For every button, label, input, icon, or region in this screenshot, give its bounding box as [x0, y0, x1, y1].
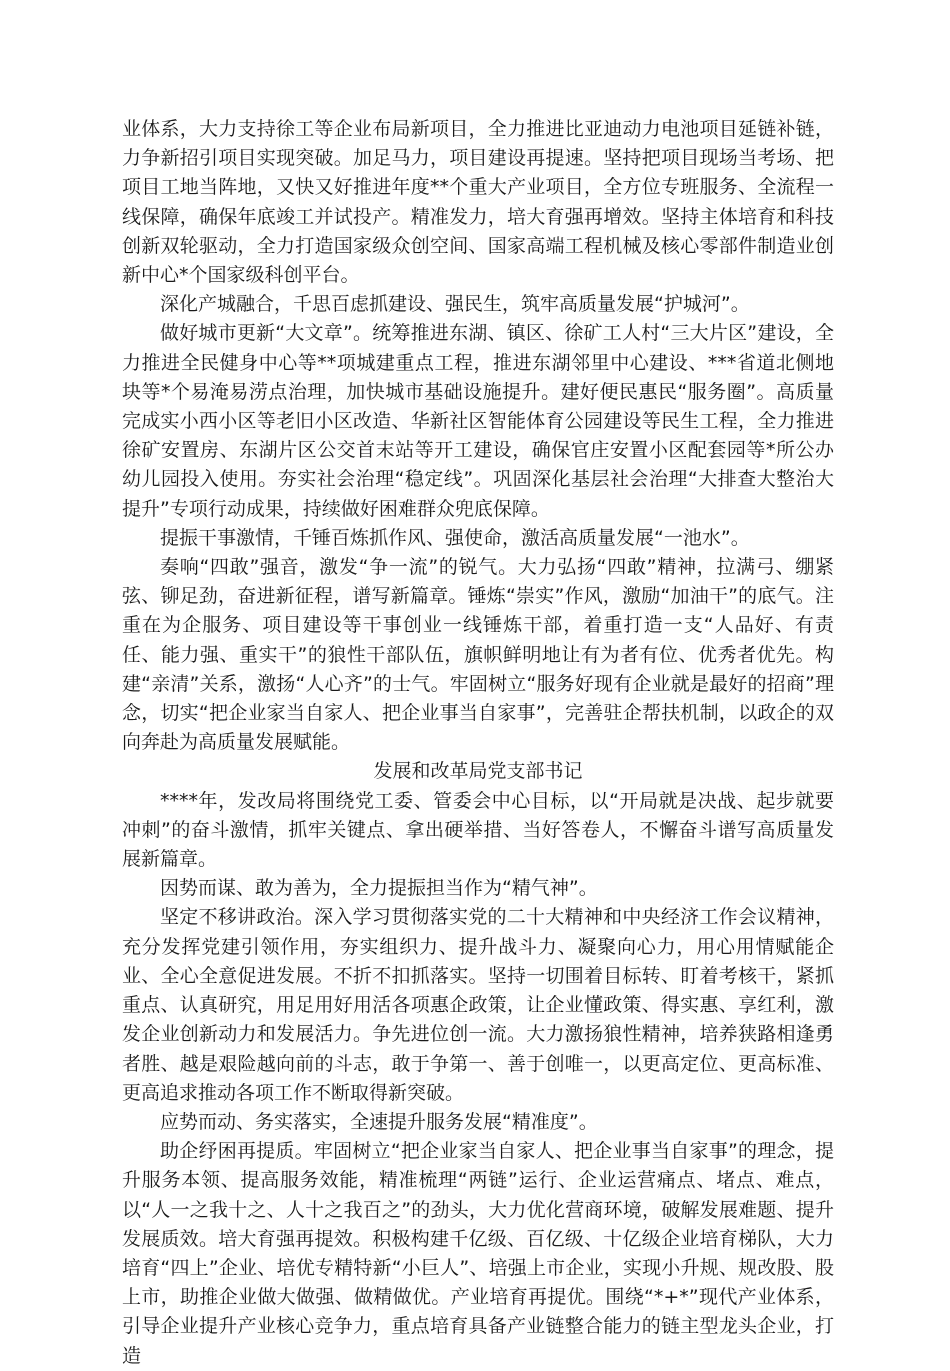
section-heading: 因势而谋、敢为善为，全力提振担当作为“精气神”。 — [160, 877, 598, 900]
body-paragraph: 业体系，大力支持徐工等企业布局新项目，全力推进比亚迪动力电池项目延链补链，力争新招引项目实现突破。加足马力，项目建设再提速。坚持把项目现场当考场、把项目工地当阵地，又快又好推进年度**个重大产业项目，全方位专班服务、全流程一线保障，确保年底竣工并试投产。精准发力，培大育强再增效。坚持主体培育和科技创新双轮驱动，全力打造国家级众创空间、国家高端工程机械及核心零部件制造业创新中心*个国家级科创平台。 — [122, 118, 834, 287]
section-heading: 深化产城融合，千思百虑抓建设、强民生，筑牢高质量发展“护城河”。 — [160, 293, 750, 316]
body-paragraph: 奏响“四敢”强音，激发“争一流”的锐气。大力弘扬“四敢”精神，拉满弓、绷紧弦、铆足劲，奋进新征程，谱写新篇章。锤炼“崇实”作风，激励“加油干”的底气。注重在为企服务、项目建设等干事创业一线锤炼干部，着重打造一支“人品好、有责任、能力强、重实干”的狼性干部队伍，旗帜鲜明地让有为者有位、优秀者优先。构建“亲清”关系，激扬“人心齐”的士气。牢固树立“服务好现有企业就是最好的招商”理念，切实“把企业家当自家人、把企业事当自家事”，完善驻企帮扶机制，以政企的双向奔赴为高质量发展赋能。 — [122, 556, 834, 754]
speaker-title: 发展和改革局党支部书记 — [373, 760, 583, 783]
section-heading: 应势而动、务实落实，全速提升服务发展“精准度”。 — [160, 1110, 598, 1133]
body-paragraph: 做好城市更新“大文章”。统筹推进东湖、镇区、徐矿工人村“三大片区”建设，全力推进全民健身中心等**项城建重点工程，推进东湖邻里中心建设、***省道北侧地块等*个易淹易涝点治理，加快城市基础设施提升。建好便民惠民“服务圈”。高质量完成实小西小区等老旧小区改造、华新社区智能体育公园建设等民生工程，全力推进徐矿安置房、东湖片区公交首末站等开工建设，确保官庄安置小区配套园等*所公办幼儿园投入使用。夯实社会治理“稳定线”。巩固深化基层社会治理“大排查大整治大提升”专项行动成果，持续做好困难群众兜底保障。 — [122, 322, 834, 520]
body-paragraph: ****年，发改局将围绕党工委、管委会中心目标，以“开局就是决战、起步就要冲刺”的奋斗激情，抓牢关键点、拿出硬举措、当好答卷人，不懈奋斗谱写高质量发展新篇章。 — [122, 789, 834, 871]
section-heading: 提振干事激情，千锤百炼抓作风、强使命，激活高质量发展“一池水”。 — [160, 526, 750, 549]
body-paragraph: 坚定不移讲政治。深入学习贯彻落实党的二十大精神和中央经济工作会议精神，充分发挥党建引领作用，夯实组织力、提升战斗力、凝聚向心力，用心用情赋能企业、全心全意促进发展。不折不扣抓落实。坚持一切围着目标转、盯着考核干，紧抓重点、认真研究，用足用好用活各项惠企政策，让企业懂政策、得实惠、享红利，激发企业创新动力和发展活力。争先进位创一流。大力激扬狼性精神，培养狭路相逢勇者胜、越是艰险越向前的斗志，敢于争第一、善于创唯一，以更高定位、更高标准、更高追求推动各项工作不断取得新突破。 — [122, 906, 834, 1104]
body-paragraph: 助企纾困再提质。牢固树立“把企业家当自家人、把企业事当自家事”的理念，提升服务本领、提高服务效能，精准梳理“两链”运行、企业运营痛点、堵点、难点，以“人一之我十之、人十之我百之”的劲头，大力优化营商环境，破解发展难题、提升发展质效。培大育强再提效。积极构建千亿级、百亿级、十亿级企业培育梯队，大力培育“四上”企业、培优专精特新“小巨人”、培强上市企业，实现小升规、规改股、股上市，助推企业做大做强、做精做优。产业培育再提优。围绕“*+*”现代产业体系，引导企业提升产业核心竞争力，重点培育具备产业链整合能力的链主型龙头企业，打造 — [122, 1140, 834, 1367]
document-body — [122, 115, 834, 1371]
